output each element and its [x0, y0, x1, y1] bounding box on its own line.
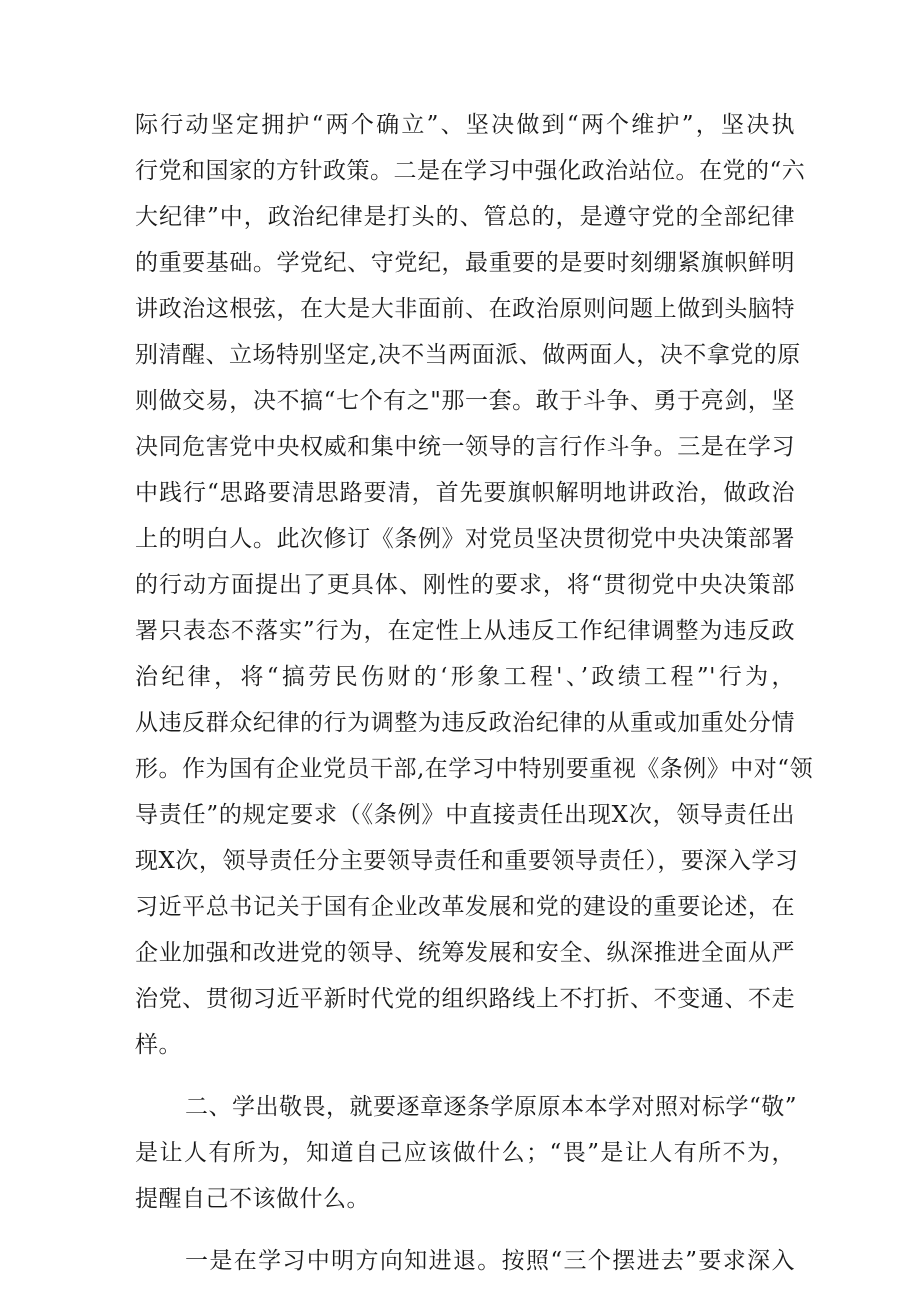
text-line: 导责任”的规定要求（《条例》中直接责任出现X次，领导责任出: [135, 802, 795, 828]
paragraph-gap: [135, 1222, 795, 1238]
text-line: 提醒自己不该做什么。: [135, 1186, 370, 1212]
text-line: 是让人有所为，知道自己应该做什么；“畏”是让人有所不为，: [135, 1140, 795, 1166]
text-line: 治党、贯彻习近平新时代党的组织路线上不打折、不变通、不走: [135, 986, 795, 1012]
document-body: [135, 102, 814, 1284]
text-line: 别清醒、立场特别坚定,决不当两面派、做两面人，决不拿党的原: [135, 342, 801, 368]
text-line: 则做交易，决不搞“七个有之"那一套。敢于斗争、勇于亮剑，坚: [135, 388, 795, 414]
text-line: 一是在学习中明方向知进退。按照“三个摆进去”要求深入: [185, 1248, 795, 1274]
paragraph-2: [135, 1084, 798, 1222]
text-line: 现X次，领导责任分主要领导责任和重要领导责任），要深入学习: [135, 848, 799, 874]
text-line: 从违反群众纪律的行为调整为违反政治纪律的从重或加重处分情: [135, 710, 795, 736]
text-line: 讲政治这根弦，在大是大非面前、在政治原则问题上做到头脑特: [135, 296, 795, 322]
text-line: 治纪律，将“搞劳民伤财的‘形象工程'、’政绩工程”'行为，: [135, 664, 795, 690]
text-line: 企业加强和改进党的领导、统筹发展和安全、纵深推进全面从严: [135, 940, 795, 966]
text-line: 中践行“思路要清思路要清，首先要旗帜解明地讲政治，做政治: [135, 480, 795, 506]
text-line: 的重要基础。学党纪、守党纪，最重要的是要时刻绷紧旗帜鲜明: [135, 250, 795, 276]
paragraph-gap: [135, 1068, 795, 1084]
text-line: 二、学出敬畏，就要逐章逐条学原原本本学对照对标学“敬”: [185, 1094, 798, 1120]
paragraph-1: [135, 102, 814, 1068]
text-line: 习近平总书记关于国有企业改革发展和党的建设的重要论述，在: [135, 894, 795, 920]
text-line: 的行动方面提出了更具体、刚性的要求，将“贯彻党中央决策部: [135, 572, 795, 598]
paragraph-3: [135, 1238, 795, 1284]
text-line: 大纪律”中，政治纪律是打头的、管总的，是遵守党的全部纪律: [135, 204, 795, 230]
text-line: 署只表态不落实”行为，在定性上从违反工作纪律调整为违反政: [135, 618, 795, 644]
text-line: 上的明白人。此次修订《条例》对党员坚决贯彻党中央决策部署: [135, 526, 795, 552]
text-line: 样。: [135, 1032, 182, 1058]
text-line: 行党和国家的方针政策。二是在学习中强化政治站位。在党的“六: [135, 158, 806, 184]
text-line: 决同危害党中央权威和集中统一领导的言行作斗争。三是在学习: [135, 434, 795, 460]
text-line: 形。作为国有企业党员干部,在学习中特别要重视《条例》中对“领: [135, 756, 814, 782]
text-line: 际行动坚定拥护“两个确立”、坚决做到“两个维护”，坚决执: [135, 112, 795, 138]
